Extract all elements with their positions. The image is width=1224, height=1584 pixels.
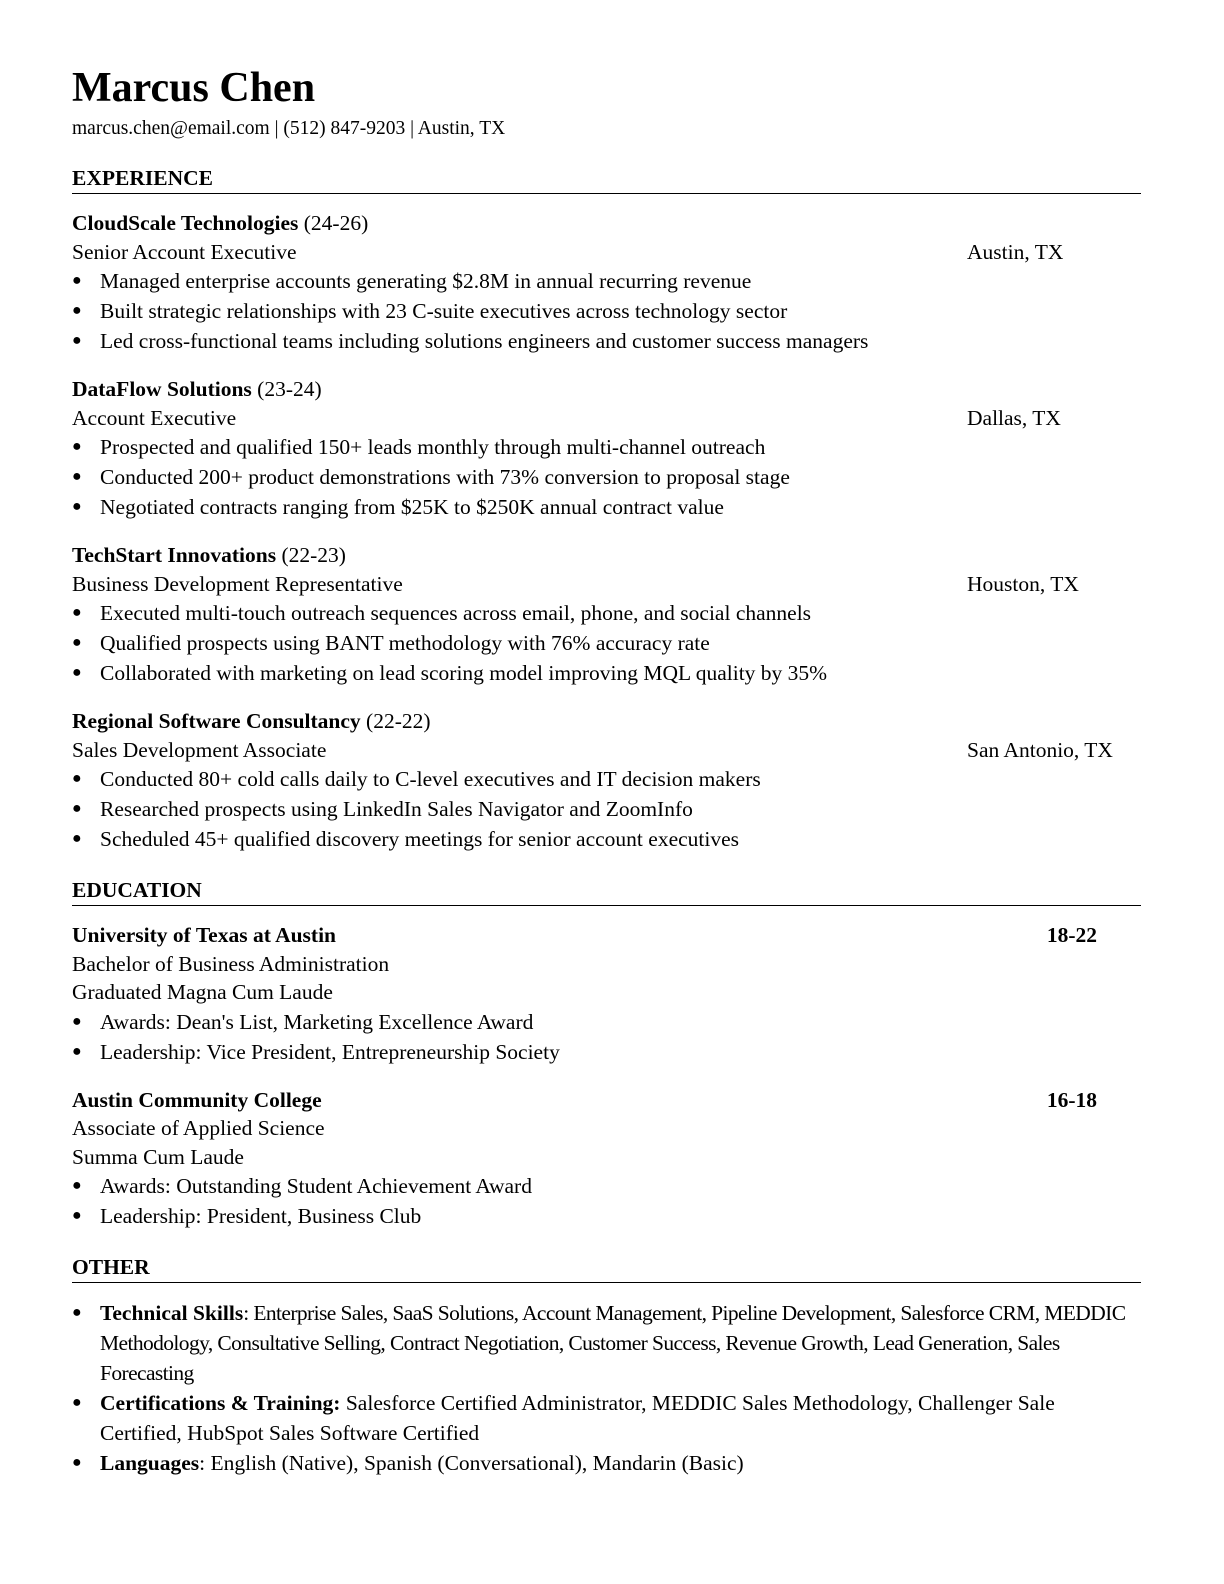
contact-info: marcus.chen@email.com | (512) 847-9203 | Austin, TX — [72, 118, 506, 139]
job-entry — [72, 541, 1141, 688]
job-company: DataFlow Solutions — [72, 377, 252, 401]
school-bullet: ● Awards: Outstanding Student Achievement Award — [72, 1171, 1141, 1201]
job-dates: (23-24) — [251, 377, 322, 401]
job-bullet: ● Managed enterprise accounts generating $2.8M in annual recurring revenue — [72, 266, 1141, 296]
job-bullet: ● Built strategic relationships with 23 C-suite executives across technology sector — [72, 296, 1141, 326]
school-entry — [72, 1086, 1141, 1232]
job-bullet: ● Executed multi-touch outreach sequences across email, phone, and social channels — [72, 598, 1141, 628]
school-dates: 16-18 — [1046, 1087, 1097, 1112]
skills-item — [72, 1298, 1141, 1388]
job-bullet: ● Conducted 200+ product demonstrations with 73% conversion to proposal stage — [72, 462, 1141, 492]
job-bullet: ● Researched prospects using LinkedIn Sales Navigator and ZoomInfo — [72, 794, 1141, 824]
certifications-label: Certifications & Training: — [100, 1391, 341, 1415]
job-bullet: ● Conducted 80+ cold calls daily to C-level executives and IT decision makers — [72, 764, 1141, 794]
certifications-text: Salesforce Certified Administrator, MEDDIC Sales Methodology, Challenger Sale Certified, HubSpot Sales Software Certified — [100, 1391, 1055, 1445]
education-section — [72, 876, 1141, 1231]
job-bullet: ● Collaborated with marketing on lead scoring model improving MQL quality by 35% — [72, 658, 1141, 688]
certifications-item — [72, 1388, 1141, 1448]
job-bullet: ● Led cross-functional teams including solutions engineers and customer success managers — [72, 326, 1141, 356]
job-entry — [72, 375, 1141, 522]
job-dates: (22-23) — [276, 543, 346, 567]
skills-label: Technical Skills — [100, 1301, 244, 1325]
job-location: Houston, TX — [967, 571, 1079, 596]
candidate-name: Marcus Chen — [72, 65, 316, 111]
job-dates: (22-22) — [360, 709, 431, 733]
school-name: Austin Community College — [72, 1087, 322, 1112]
education-heading: EDUCATION — [72, 876, 1141, 906]
other-heading: OTHER — [72, 1253, 1141, 1283]
languages-item — [72, 1448, 1141, 1478]
job-bullet: ● Qualified prospects using BANT methodology with 76% accuracy rate — [72, 628, 1141, 658]
job-bullet: ● Negotiated contracts ranging from $25K to $250K annual contract value — [72, 492, 1141, 522]
job-location: San Antonio, TX — [967, 737, 1113, 762]
job-role: Sales Development Associate — [72, 737, 327, 762]
languages-label: Languages — [100, 1451, 200, 1475]
school-degree: Associate of Applied Science — [72, 1116, 325, 1140]
other-section — [72, 1253, 1141, 1478]
school-name: University of Texas at Austin — [72, 923, 337, 947]
job-role: Senior Account Executive — [72, 239, 297, 264]
job-company: Regional Software Consultancy — [72, 709, 361, 733]
job-company: TechStart Innovations — [72, 543, 277, 567]
job-entry — [72, 209, 1141, 356]
languages-text: : English (Native), Spanish (Conversational), Mandarin (Basic) — [199, 1451, 744, 1475]
school-honors: Graduated Magna Cum Laude — [72, 980, 333, 1004]
school-bullet: ● Leadership: President, Business Club — [72, 1201, 1141, 1231]
job-location: Austin, TX — [967, 239, 1064, 264]
job-dates: (24-26) — [298, 211, 369, 235]
job-location: Dallas, TX — [967, 405, 1061, 430]
school-degree: Bachelor of Business Administration — [72, 951, 390, 976]
experience-section — [72, 164, 1141, 854]
job-role: Business Development Representative — [72, 571, 403, 596]
school-honors: Summa Cum Laude — [72, 1144, 244, 1169]
job-bullet: ● Prospected and qualified 150+ leads monthly through multi-channel outreach — [72, 432, 1141, 462]
job-role: Account Executive — [72, 405, 237, 430]
school-entry — [72, 921, 1141, 1067]
school-dates: 18-22 — [1046, 923, 1097, 947]
job-company: CloudScale Technologies — [72, 211, 299, 235]
job-entry — [72, 707, 1141, 854]
experience-heading: EXPERIENCE — [72, 164, 1141, 194]
school-bullet: ● Awards: Dean's List, Marketing Excellence Award — [72, 1007, 1141, 1037]
skills-text: : Enterprise Sales, SaaS Solutions, Account Management, Pipeline Development, Salesforce CRM, MEDDIC Methodology, Consultative Selling, Contract Negotiation, Customer Success, Revenue Growth, Lead Generation, Sales Forecasting — [100, 1301, 1126, 1385]
job-bullet: ● Scheduled 45+ qualified discovery meetings for senior account executives — [72, 824, 1141, 854]
school-bullet: ● Leadership: Vice President, Entrepreneurship Society — [72, 1037, 1141, 1067]
